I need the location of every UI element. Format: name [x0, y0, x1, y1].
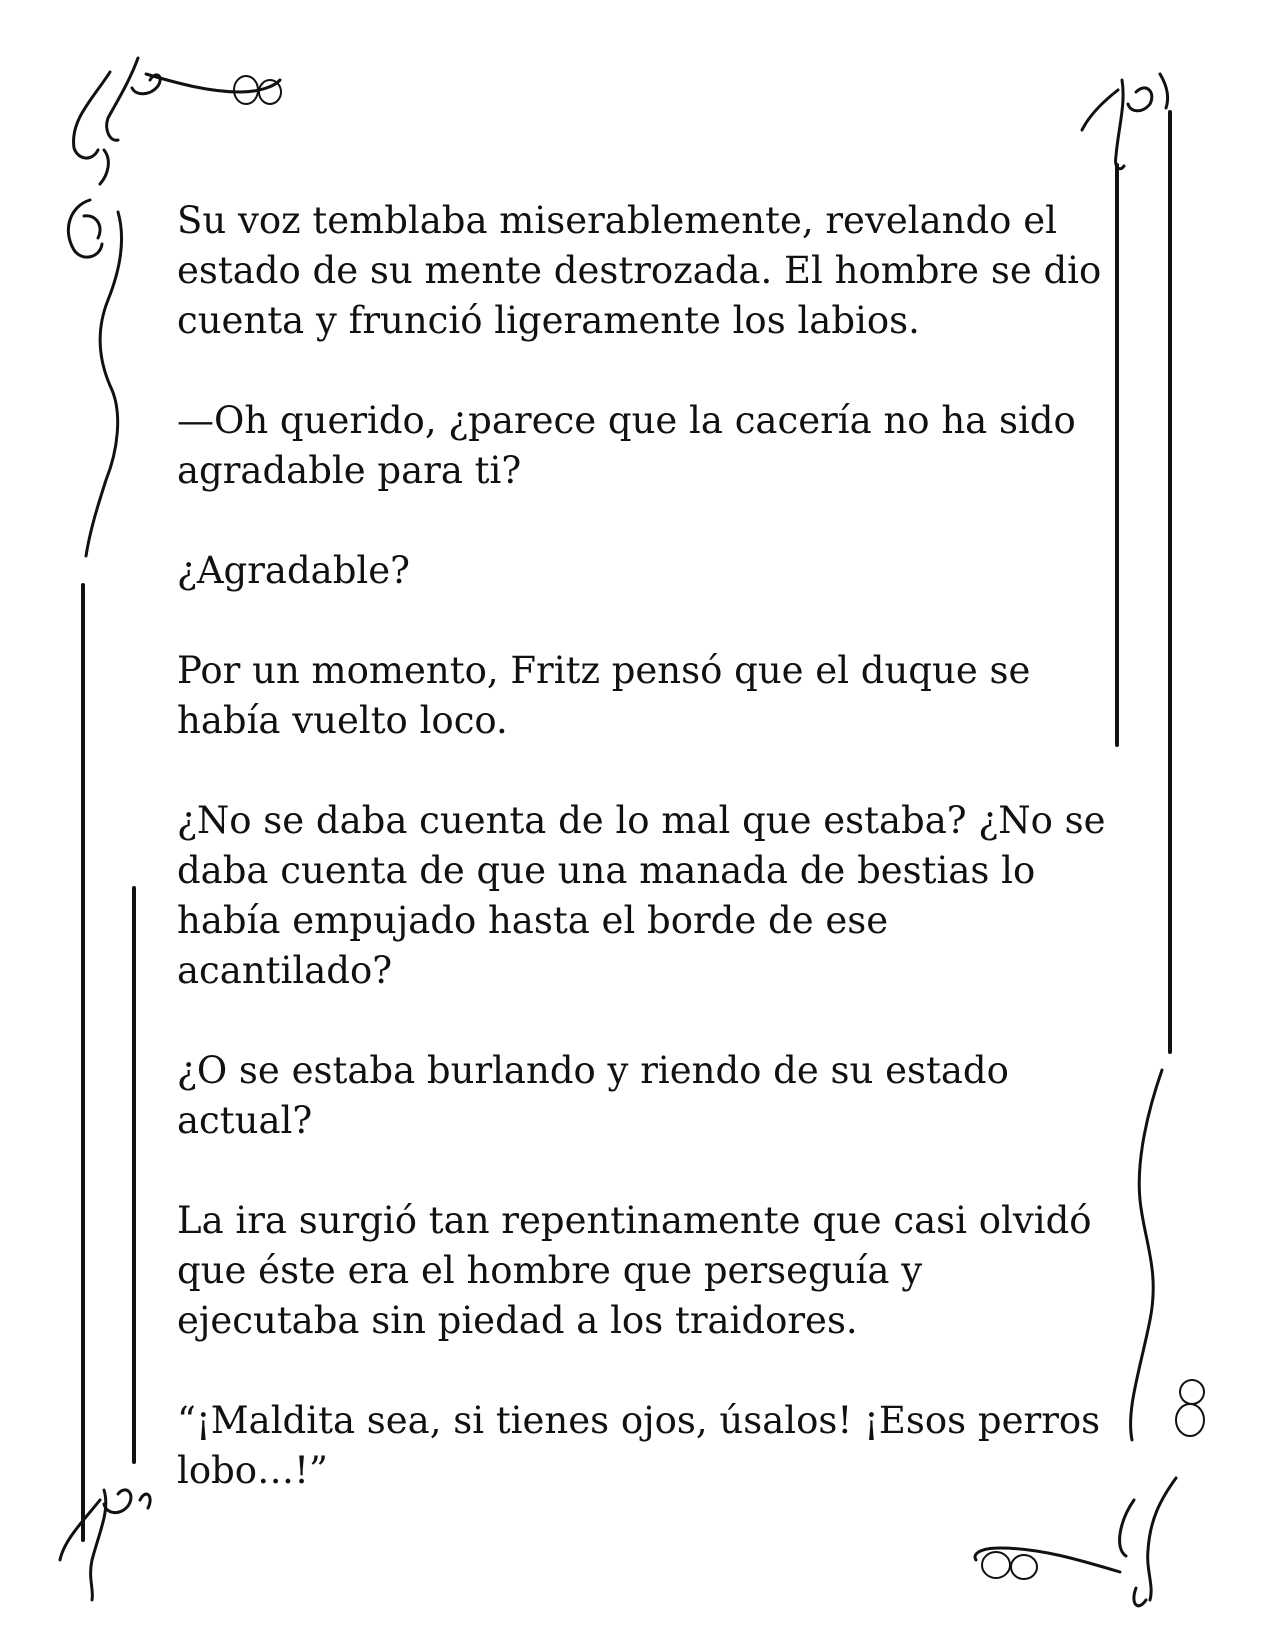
paragraph: Su voz temblaba miserablemente, revelando el estado de su mente destrozada. El hombre se dio cuenta y frunció ligeramente los labios. [177, 199, 1102, 342]
flourish-bottom-left-icon [60, 1490, 150, 1600]
flourish-top-right-icon [1082, 74, 1168, 169]
page-body [177, 196, 1107, 1496]
paragraph: —Oh querido, ¿parece que la cacería no ha sido agradable para ti? [177, 399, 1076, 492]
paragraph: La ira surgió tan repentinamente que casi olvidó que éste era el hombre que perseguía y ejecutaba sin piedad a los traidores. [177, 1199, 1092, 1342]
paragraph: ¿No se daba cuenta de lo mal que estaba? ¿No se daba cuenta de que una manada de bestias lo había empujado hasta el borde de ese acantilado? [177, 799, 1106, 992]
paragraph: Por un momento, Fritz pensó que el duque se había vuelto loco. [177, 649, 1031, 742]
paragraph: ¿Agradable? [177, 549, 410, 592]
paragraph: ¿O se estaba burlando y riendo de su estado actual? [177, 1049, 1009, 1142]
paragraph: “¡Maldita sea, si tienes ojos, úsalos! ¡Esos perros lobo…!” [177, 1399, 1101, 1492]
